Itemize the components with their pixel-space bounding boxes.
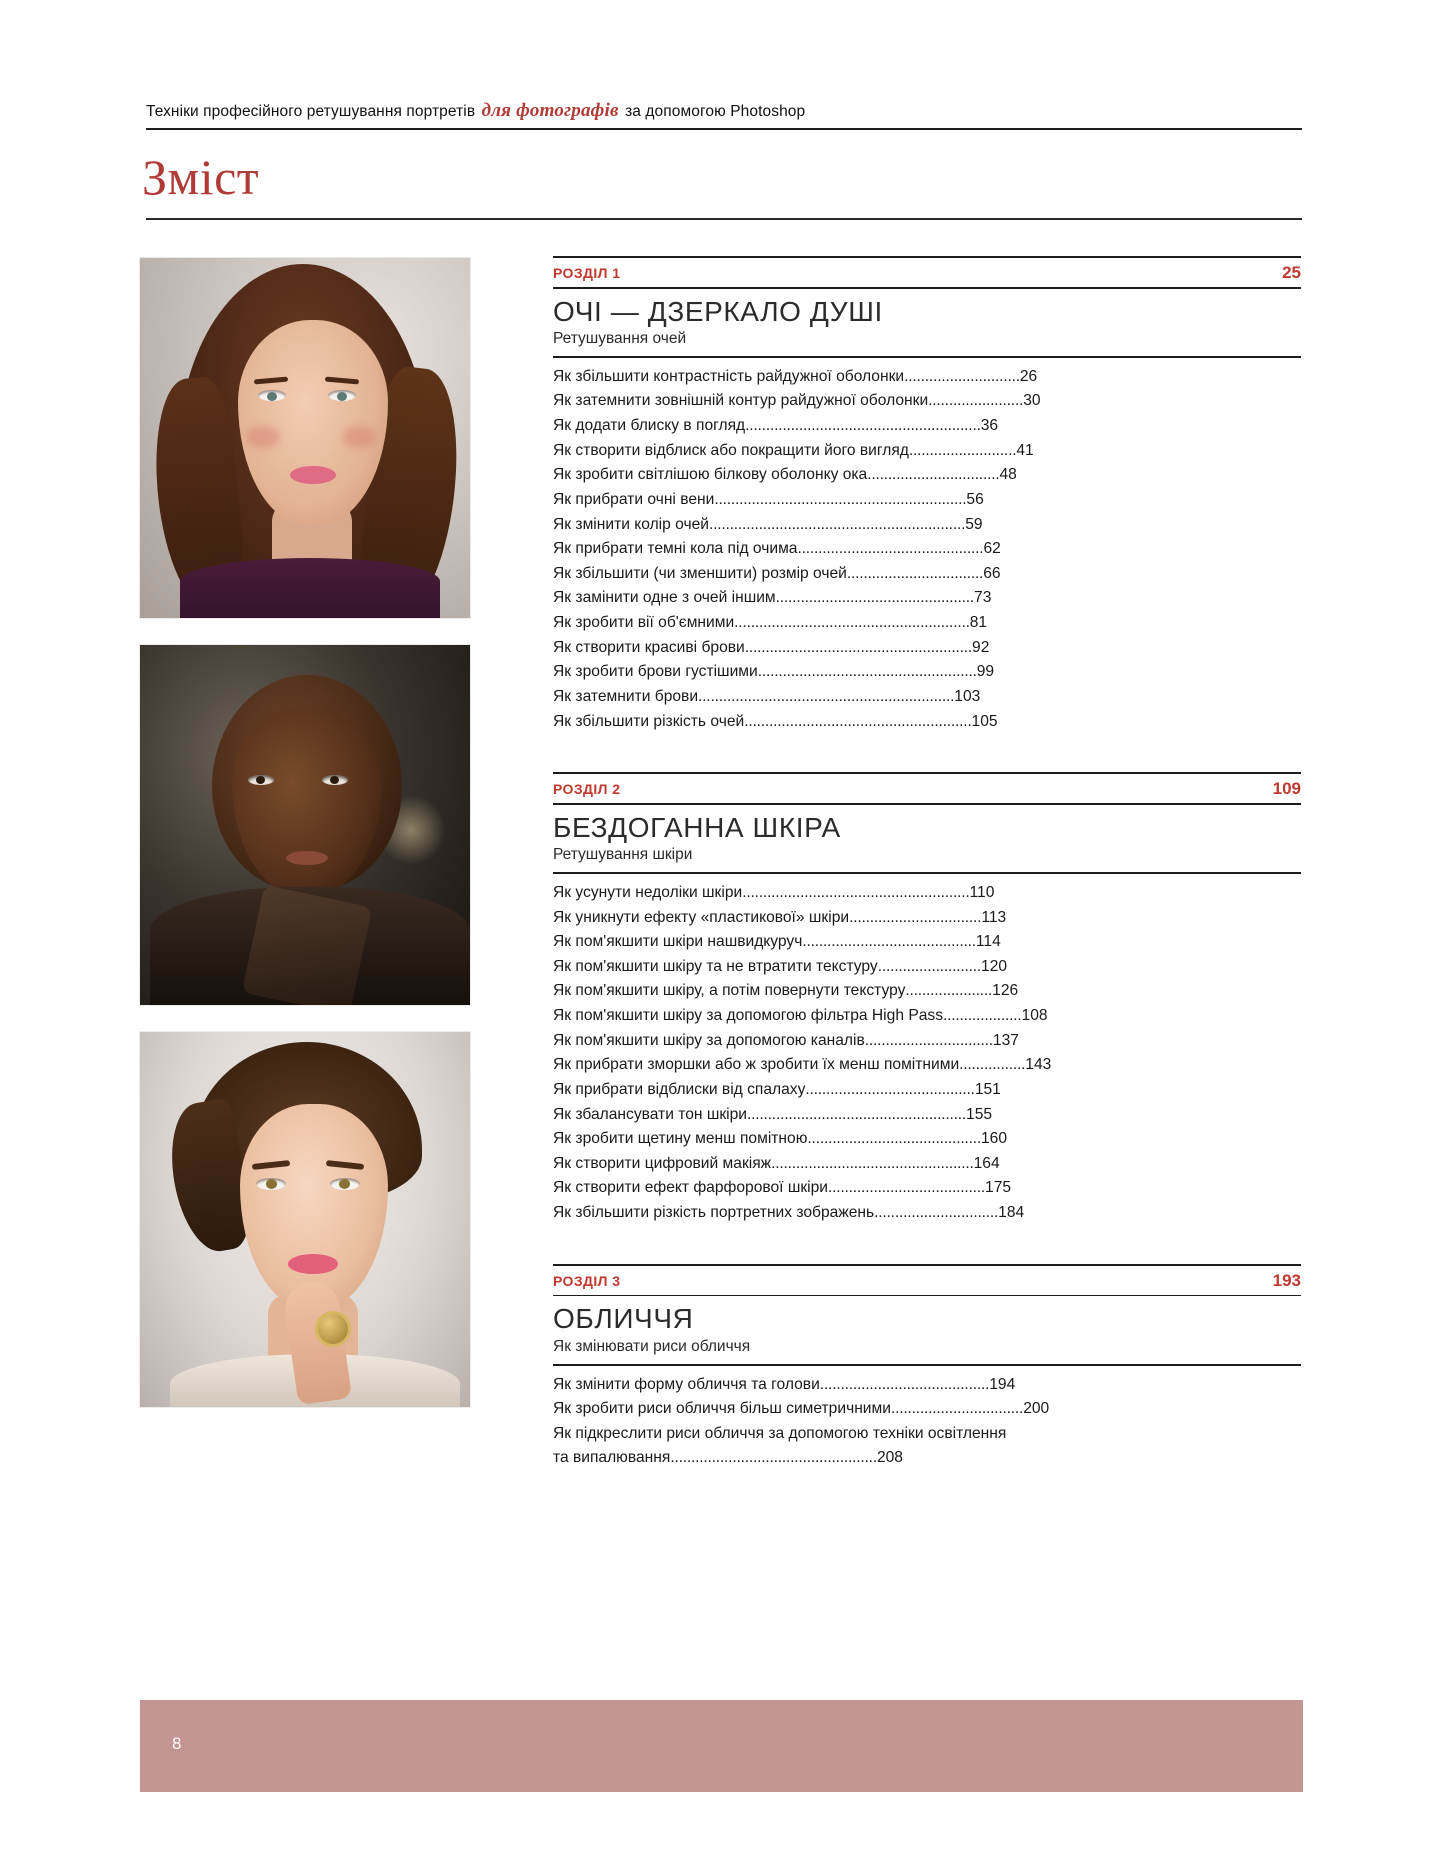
toc-entry-text: Як додати блиску в погляд: [553, 417, 746, 435]
toc-entry-page: 62: [983, 540, 1001, 558]
toc-entry-leader: ..................................................: [670, 1449, 877, 1467]
toc-entry-page: 48: [999, 466, 1017, 484]
toc-entry-leader: ..............................................................: [698, 687, 955, 705]
toc-entry-page: 175: [985, 1179, 1012, 1197]
toc-entry-page: 41: [1016, 441, 1034, 459]
chapter-label: РОЗДІЛ 3: [553, 1272, 621, 1289]
toc-entry[interactable]: [553, 1152, 1301, 1177]
chapter-label: РОЗДІЛ 2: [553, 781, 621, 798]
toc-entry-page: 151: [974, 1080, 1001, 1098]
toc-entry-text: Як затемнити зовнішній контур райдужної оболонки: [553, 392, 929, 410]
table-of-contents: [553, 256, 1301, 1471]
toc-entry-leader: .....................................................: [747, 1105, 967, 1123]
toc-entry-text: Як пом'якшити шкіру за допомогою каналів: [553, 1031, 865, 1049]
toc-entry-page: 92: [972, 638, 990, 656]
toc-entry-page: 103: [954, 687, 981, 705]
toc-entry-page: 143: [1025, 1056, 1052, 1074]
toc-entry-page: 164: [973, 1154, 1000, 1172]
toc-entry[interactable]: [553, 365, 1301, 390]
toc-entry[interactable]: [553, 389, 1301, 414]
toc-entry-page: 99: [976, 663, 995, 681]
toc-entry-text: Як пом'якшити шкіри нашвидкуруч: [553, 933, 803, 951]
toc-entry-leader: ................................: [849, 908, 982, 926]
toc-entry-text: Як збільшити різкість портретних зображень: [553, 1204, 875, 1222]
chapter-title: БЕЗДОГАННА ШКІРА: [553, 811, 841, 843]
toc-entry-leader: .........................................................: [745, 417, 981, 435]
toc-entry[interactable]: [553, 1373, 1301, 1398]
toc-entry-leader: .............................................................: [714, 490, 967, 508]
toc-entry[interactable]: [553, 660, 1301, 685]
chapter-rule-bottom: [553, 1364, 1301, 1366]
toc-entry-page: 137: [992, 1031, 1019, 1049]
toc-entry-text: Як створити відблиск або покращити його вигляд: [553, 441, 909, 459]
toc-entry[interactable]: [553, 611, 1301, 636]
toc-entry-page: 105: [971, 712, 998, 730]
toc-entry-leader: .................................................: [771, 1154, 974, 1172]
chapter-entries: [553, 881, 1301, 1226]
toc-entry-leader: .........................................: [819, 1375, 990, 1393]
toc-entry-leader: ...................: [943, 1007, 1022, 1025]
toc-entry-text: Як збільшити різкість очей: [553, 712, 745, 730]
chapter-subtitle: Ретушування очей: [553, 330, 687, 348]
toc-entry[interactable]: [553, 1078, 1301, 1103]
chapter-page: 193: [1272, 1270, 1301, 1290]
footer-bar: [140, 1700, 1303, 1792]
toc-entry-leader: .................................: [846, 564, 984, 582]
toc-entry[interactable]: [553, 513, 1301, 538]
toc-entry-page: 81: [969, 614, 988, 632]
toc-entry-leader: .....................................................: [757, 663, 977, 681]
toc-entry[interactable]: [553, 1053, 1301, 1078]
running-head-before: Техніки професійного ретушування портретів: [146, 103, 476, 120]
chapter-meta: [553, 774, 1301, 803]
toc-entry-page: 120: [981, 957, 1008, 975]
toc-entry-text: Як прибрати відблиски від спалаху: [553, 1080, 806, 1098]
chapter-rule-bottom: [553, 356, 1301, 358]
toc-entry-page: 113: [981, 908, 1007, 926]
toc-entry-page: 208: [876, 1449, 903, 1467]
chapter-subtitle: Як змінювати риси обличчя: [553, 1338, 751, 1356]
toc-entry[interactable]: [553, 463, 1301, 488]
toc-entry-leader: ..............................: [874, 1204, 999, 1222]
toc-entry-text: Як замінити одне з очей іншим: [553, 589, 776, 607]
toc-entry[interactable]: [553, 537, 1301, 562]
toc-entry-text: Як прибрати зморшки або ж зробити їх менш помітними: [553, 1056, 960, 1074]
chapter-title: ОБЛИЧЧЯ: [553, 1303, 694, 1335]
toc-entry-text: Як прибрати очні вени: [553, 490, 715, 508]
toc-entry-page: 59: [965, 515, 983, 533]
chapter-block-3: [553, 1264, 1301, 1471]
toc-entry-leader: ..........................: [908, 441, 1017, 459]
toc-entry-page: 110: [969, 883, 995, 901]
toc-entry-page: 108: [1021, 1007, 1048, 1025]
toc-entry-text: Як пом'якшити шкіру за допомогою фільтра High Pass: [553, 1007, 943, 1025]
chapter-entries: [553, 1373, 1301, 1472]
toc-entry[interactable]: [553, 710, 1301, 735]
toc-entry-text: Як зробити брови густішими: [553, 663, 758, 681]
toc-entry-text-line2: та випалювання: [553, 1449, 671, 1467]
toc-entry-text: Як збільшити (чи зменшити) розмір очей: [553, 564, 847, 582]
toc-entry-leader: .....................: [905, 982, 993, 1000]
toc-entry-text: Як зробити риси обличчя більш симетричними: [553, 1400, 891, 1418]
toc-entry[interactable]: [553, 955, 1301, 980]
title-rule: [146, 218, 1302, 220]
toc-entry-leader: ..........................................: [802, 933, 976, 951]
running-head-after: за допомогою Photoshop: [625, 103, 806, 120]
toc-entry[interactable]: [553, 586, 1301, 611]
chapter-label: РОЗДІЛ 1: [553, 265, 621, 281]
chapter-page: 25: [1282, 263, 1301, 282]
toc-entry-text: Як пом'якшити шкіру та не втратити текстуру: [553, 957, 878, 975]
toc-entry-text: Як зробити щетину менш помітною: [553, 1130, 808, 1148]
toc-entry-leader: .......................................................: [742, 883, 970, 901]
toc-entry-leader: ..............................................................: [709, 515, 966, 533]
toc-entry[interactable]: [553, 488, 1301, 513]
toc-entry[interactable]: [553, 1103, 1301, 1128]
toc-entry-page: 155: [966, 1105, 993, 1123]
toc-entry-page: 56: [966, 490, 984, 508]
toc-entry-page: 200: [1023, 1400, 1050, 1418]
toc-entry-leader: ................................: [867, 466, 1000, 484]
toc-entry-text: Як збільшити контрастність райдужної оболонки: [553, 367, 905, 385]
chapter-title: ОЧІ — ДЗЕРКАЛО ДУШІ: [553, 295, 883, 327]
toc-entry-leader: .........................: [877, 957, 982, 975]
toc-entry-page: 66: [983, 564, 1001, 582]
toc-entry-leader: ................................: [890, 1400, 1024, 1418]
toc-entry[interactable]: [553, 1397, 1301, 1422]
toc-entry[interactable]: [553, 881, 1301, 906]
photo-eyes-chapter: [140, 258, 470, 618]
toc-entry-text: Як уникнути ефекту «пластикової» шкіри: [553, 908, 850, 926]
chapter-block-2: [553, 772, 1301, 1226]
chapter-subtitle: Ретушування шкіри: [553, 846, 693, 864]
toc-entry-page: 184: [998, 1204, 1025, 1222]
toc-entry-leader: .............................................: [797, 540, 984, 558]
page-title: Зміст: [142, 149, 260, 205]
chapter-block-1: [553, 256, 1301, 734]
toc-entry-leader: ......................................: [828, 1179, 986, 1197]
toc-entry-wrapped[interactable]: [553, 1422, 1301, 1471]
toc-entry[interactable]: [553, 414, 1301, 439]
toc-entry-page: 194: [989, 1375, 1016, 1393]
toc-entry[interactable]: [553, 1004, 1301, 1029]
photo-skin-chapter: [140, 645, 470, 1005]
toc-entry-page: 26: [1019, 367, 1038, 385]
toc-entry-text: Як прибрати темні кола під очима: [553, 540, 798, 558]
running-head-rule: [146, 128, 1302, 130]
toc-entry-text: Як змінити колір очей: [553, 515, 709, 533]
chapter-entries: [553, 365, 1301, 734]
toc-entry-page: 73: [974, 589, 992, 607]
toc-entry-text: Як створити цифровий макіяж: [553, 1154, 772, 1172]
toc-entry[interactable]: [553, 1201, 1301, 1226]
toc-entry-leader: ............................: [904, 367, 1020, 385]
chapter-meta: [553, 1266, 1301, 1295]
photo-face-chapter: [140, 1032, 470, 1407]
toc-entry-page: 114: [975, 933, 1001, 951]
toc-entry-text: Як створити ефект фарфорової шкіри: [553, 1179, 828, 1197]
toc-entry-text: Як пом'якшити шкіру, а потім повернути текстуру: [553, 982, 906, 1000]
chapter-meta: [553, 258, 1301, 287]
toc-entry-page: 36: [980, 417, 999, 435]
chapter-rule-bottom: [553, 872, 1301, 874]
chapter-page: 109: [1272, 779, 1301, 799]
toc-entry-text: Як зробити світлішою білкову оболонку ока: [553, 466, 868, 484]
toc-entry[interactable]: [553, 636, 1301, 661]
toc-entry-text: Як зробити вії об'ємними: [553, 614, 735, 632]
toc-entry[interactable]: [553, 685, 1301, 710]
toc-entry[interactable]: [553, 930, 1301, 955]
toc-entry[interactable]: [553, 906, 1301, 931]
toc-entry-page: 30: [1023, 392, 1041, 410]
toc-entry-leader: .........................................................: [734, 614, 970, 632]
page-number: 8: [172, 1734, 182, 1753]
toc-entry-leader: ...............................: [864, 1031, 993, 1049]
toc-entry[interactable]: [553, 439, 1301, 464]
toc-entry-text: Як створити красиві брови: [553, 638, 745, 656]
toc-entry-leader: .........................................: [805, 1080, 975, 1098]
running-head: [146, 100, 1302, 122]
toc-entry[interactable]: [553, 979, 1301, 1004]
toc-entry-page: 126: [992, 982, 1019, 1000]
toc-entry-leader: .......................: [928, 392, 1024, 410]
toc-entry-text: Як усунути недоліки шкіри: [553, 883, 743, 901]
toc-entry[interactable]: [553, 1127, 1301, 1152]
running-head-script: для фотографів: [481, 100, 619, 121]
toc-entry-text: Як затемнити брови: [553, 687, 699, 705]
toc-entry[interactable]: [553, 562, 1301, 587]
toc-entry-leader: .......................................................: [744, 712, 972, 730]
toc-entry-page: 160: [981, 1130, 1008, 1148]
toc-entry-text-line1: Як підкреслити риси обличчя за допомогою техніки освітлення: [553, 1424, 1007, 1442]
toc-entry-leader: .......................................................: [744, 638, 973, 656]
toc-entry-text: Як збалансувати тон шкіри: [553, 1105, 748, 1123]
toc-entry-leader: ..........................................: [807, 1130, 981, 1148]
toc-entry-leader: ................: [959, 1056, 1026, 1074]
toc-entry[interactable]: [553, 1029, 1301, 1054]
toc-entry[interactable]: [553, 1176, 1301, 1201]
toc-entry-text: Як змінити форму обличчя та голови: [553, 1375, 820, 1393]
toc-entry-leader: ................................................: [775, 589, 975, 607]
